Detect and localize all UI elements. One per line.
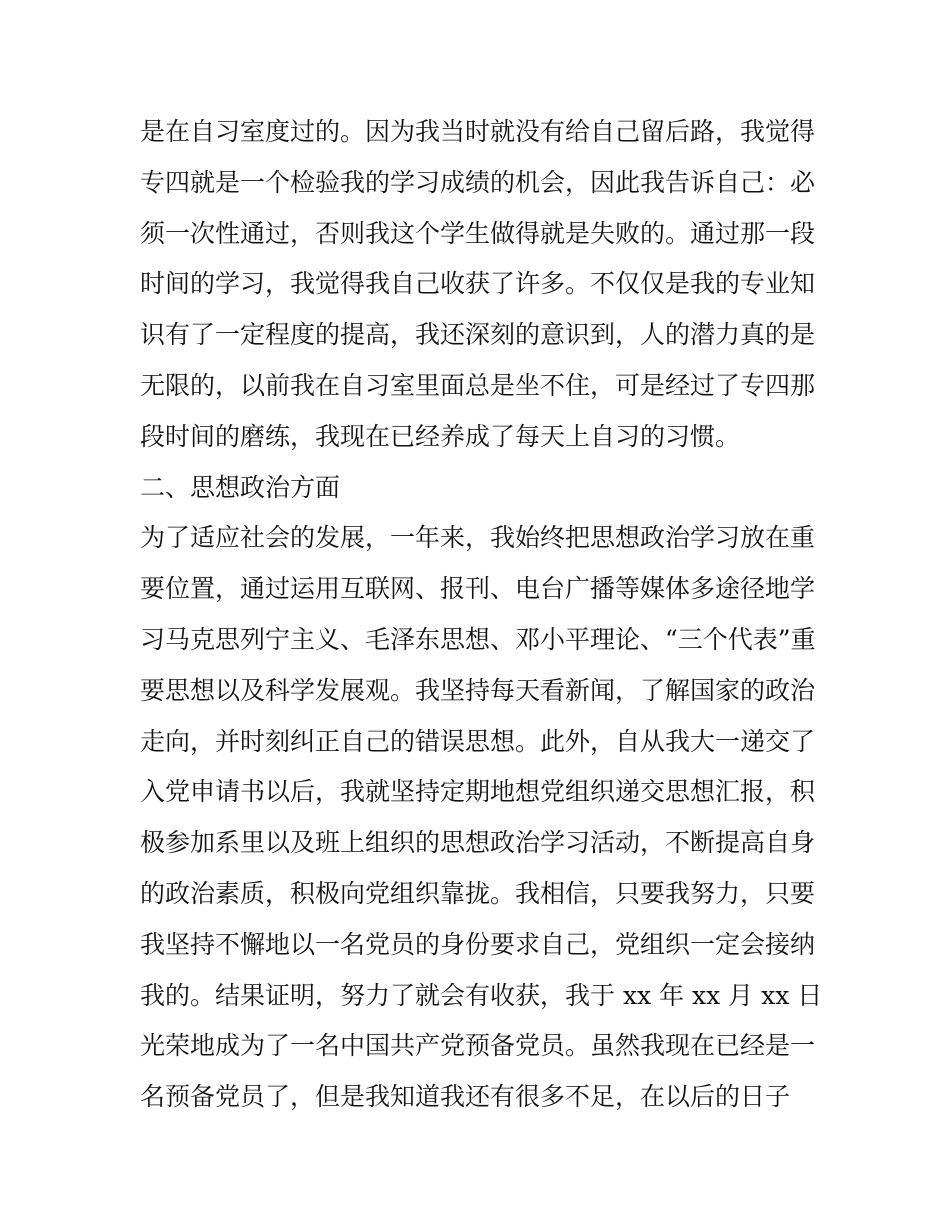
text-line: 是在自习室度过的。因为我当时就没有给自己留后路，我觉得: [140, 117, 816, 146]
text-line: 要思想以及科学发展观。我坚持每天看新闻，了解国家的政治: [140, 675, 816, 705]
section-heading: 二、思想政治方面: [140, 472, 341, 502]
text-line: 我的。结果证明，努力了就会有收获，我于 xx 年 xx 月 xx 日: [140, 980, 823, 1010]
text-line: 我坚持不懈地以一名党员的身份要求自己，党组织一定会接纳: [140, 929, 816, 959]
text-line: 段时间的磨练，我现在已经养成了每天上自习的习惯。: [140, 421, 741, 451]
text-line: 的政治素质，积极向党组织靠拢。我相信，只要我努力，只要: [140, 878, 816, 908]
text-line: 名预备党员了，但是我知道我还有很多不足，在以后的日子: [140, 1082, 791, 1112]
body-text: [140, 107, 830, 1123]
text-line: 须一次性通过，否则我这个学生做得就是失败的。通过那一段: [140, 218, 816, 248]
text-line: 时间的学习，我觉得我自己收获了许多。不仅仅是我的专业知: [140, 269, 816, 299]
text-line: 光荣地成为了一名中国共产党预备党员。虽然我现在已经是一: [140, 1031, 816, 1061]
text-line: 无限的，以前我在自习室里面总是坐不住，可是经过了专四那: [140, 370, 816, 400]
text-line: 识有了一定程度的提高，我还深刻的意识到，人的潜力真的是: [140, 320, 816, 350]
text-line: 要位置，通过运用互联网、报刊、电台广播等媒体多途径地学: [140, 574, 816, 604]
text-line: 习马克思列宁主义、毛泽东思想、邓小平理论、“三个代表”重: [140, 624, 816, 654]
text-line: 入党申请书以后，我就坚持定期地想党组织递交思想汇报，积: [140, 777, 816, 807]
text-line: 走向，并时刻纠正自己的错误思想。此外，自从我大一递交了: [140, 726, 816, 756]
text-line: 极参加系里以及班上组织的思想政治学习活动，不断提高自身: [140, 828, 816, 858]
text-line: 专四就是一个检验我的学习成绩的机会，因此我告诉自己：必: [140, 167, 816, 197]
text-line: 为了适应社会的发展，一年来，我始终把思想政治学习放在重: [140, 523, 816, 553]
